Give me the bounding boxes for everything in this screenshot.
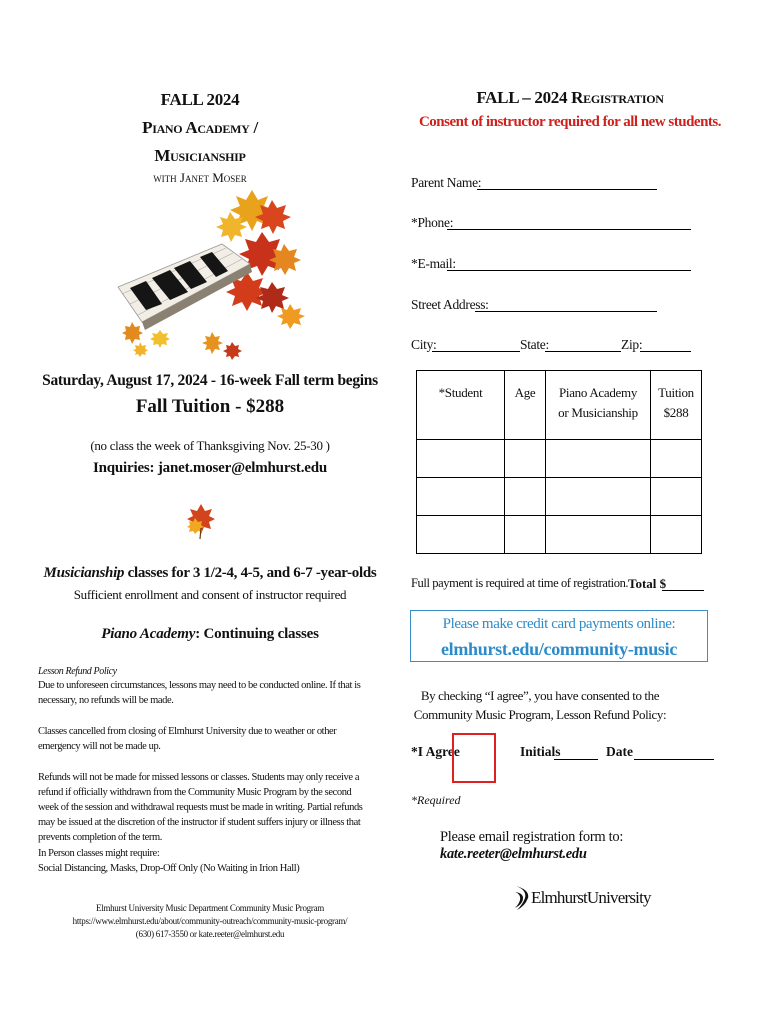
- fall-tuition-heading: Fall Tuition - $288: [135, 396, 285, 417]
- student-cell[interactable]: [417, 516, 505, 554]
- student-cell[interactable]: [417, 478, 505, 516]
- email-form-instruction: [440, 829, 770, 863]
- i-agree-checkbox[interactable]: [452, 733, 496, 783]
- phone-label: *Phone:: [411, 215, 454, 230]
- age-cell[interactable]: [505, 478, 546, 516]
- credit-card-link[interactable]: elmhurst.edu/community-music: [440, 639, 678, 659]
- city-label: City:: [411, 337, 437, 352]
- street-address-label: Street Address:: [411, 297, 489, 312]
- student-column-header: *Student: [417, 371, 505, 440]
- street-address-field[interactable]: [475, 311, 657, 312]
- footer-url[interactable]: https://www.elmhurst.edu/about/community-outreach/community-music-program/: [72, 916, 348, 926]
- enrollment-note: Sufficient enrollment and consent of instructor required: [73, 587, 347, 602]
- footer-contact: (630) 617-3550 or kate.reeter@elmhurst.edu: [135, 929, 285, 939]
- thanksgiving-note: (no class the week of Thanksgiving Nov. 25-30 ): [90, 438, 330, 453]
- student-registration-table: [416, 370, 702, 554]
- title-musicianship: Musicianship: [154, 146, 246, 165]
- refund-policy-weather: Classes cancelled from closing of Elmhurst University due to weather or other emergency will not be made up.: [38, 726, 337, 752]
- registration-email-link[interactable]: kate.reeter@elmhurst.edu: [440, 846, 587, 862]
- program-footer: [40, 902, 380, 941]
- piano-leaves-illustration: [112, 182, 317, 362]
- in-person-line1: In Person classes might require:: [38, 848, 160, 859]
- age-cell[interactable]: [505, 440, 546, 478]
- autumn-leaf-icon: [186, 502, 216, 540]
- title-piano-academy: Piano Academy /: [142, 118, 258, 137]
- student-cell[interactable]: [417, 440, 505, 478]
- piano-keys-icon: [118, 244, 252, 330]
- email-instruction-text: Please email registration form to:: [440, 829, 624, 845]
- tuition-cell[interactable]: [651, 478, 702, 516]
- title-fall-2024: FALL 2024: [160, 90, 240, 109]
- state-label: State:: [520, 337, 549, 352]
- registration-title-year: FALL – 2024: [476, 88, 572, 107]
- date-label: Date: [606, 744, 633, 759]
- i-agree-label: *I Agree: [411, 744, 460, 759]
- total-field[interactable]: [662, 590, 704, 591]
- zip-field[interactable]: [640, 351, 691, 352]
- musicianship-classes-line: [40, 565, 380, 582]
- city-field[interactable]: [432, 351, 520, 352]
- parent-name-field[interactable]: [477, 189, 657, 190]
- refund-policy-online: Due to unforeseen circumstances, lessons may need to be conducted online. If that is necessary, no refunds will be made.: [38, 680, 361, 706]
- continuing-classes: : Continuing classes: [195, 626, 319, 642]
- registration-title: [410, 88, 730, 108]
- footer-department: Elmhurst University Music Department Community Music Program: [96, 903, 324, 913]
- piano-academy-line: [40, 626, 380, 643]
- initials-field[interactable]: [554, 759, 598, 760]
- instructor-line: with Janet Moser: [153, 170, 247, 185]
- in-person-line2: Social Distancing, Masks, Drop-Off Only (No Waiting in Irion Hall): [38, 863, 300, 874]
- table-row: [417, 478, 702, 516]
- elmhurst-university-logo-text: ElmhurstUniversity: [531, 888, 651, 907]
- total-label: Total $: [628, 576, 667, 591]
- inquiries-line: Inquiries: janet.moser@elmhurst.edu: [92, 460, 328, 476]
- in-person-requirements: [38, 846, 368, 876]
- refund-policy-missed: Refunds will not be made for missed lessons or classes. Students may only receive a refund if officially withdrawn from the Community Music Program by the second week of the session and withdrawal requests must be made in writing. Partial refunds may be issued at the discretion of the instructor if student suffers injury or illness that prevents completion of the term.: [38, 772, 363, 843]
- consent-statement: By checking “I agree”, you have consented to the Community Music Program, Lesson Refund Policy:: [413, 688, 667, 722]
- tuition-column-header: Tuition $288: [651, 371, 702, 440]
- refund-policy-title: Lesson Refund Policy: [38, 666, 117, 677]
- program-cell[interactable]: [546, 478, 651, 516]
- initials-label: Initials: [520, 744, 561, 759]
- program-cell[interactable]: [546, 440, 651, 478]
- credit-card-instruction: Please make credit card payments online:: [442, 616, 676, 632]
- musicianship-ages: classes for 3 1/2-4, 4-5, and 6-7 -year-olds: [124, 565, 377, 581]
- program-column-header: Piano Academy or Musicianship: [546, 371, 651, 440]
- piano-academy-label: Piano Academy: [101, 626, 196, 642]
- parent-name-label: Parent Name:: [411, 175, 482, 190]
- age-cell[interactable]: [505, 516, 546, 554]
- full-payment-note: Full payment is required at time of registration.: [411, 576, 629, 590]
- elmhurst-logo-icon: [513, 884, 531, 912]
- email-label: *E-mail:: [411, 256, 456, 271]
- phone-field[interactable]: [447, 229, 691, 230]
- zip-label: Zip:: [621, 337, 643, 352]
- date-field[interactable]: [634, 759, 714, 760]
- table-header-row: [417, 371, 702, 440]
- term-start-date: Saturday, August 17, 2024 - 16-week Fall term begins: [42, 372, 378, 389]
- table-row: [417, 440, 702, 478]
- tuition-cell[interactable]: [651, 440, 702, 478]
- email-field[interactable]: [447, 270, 691, 271]
- musicianship-label: Musicianship: [43, 565, 125, 581]
- consent-notice: Consent of instructor required for all new students.: [418, 114, 722, 130]
- program-cell[interactable]: [546, 516, 651, 554]
- tuition-cell[interactable]: [651, 516, 702, 554]
- required-note: *Required: [411, 793, 461, 807]
- left-title: [100, 86, 300, 170]
- registration-title-word: Registration: [571, 88, 664, 107]
- table-row: [417, 516, 702, 554]
- state-field[interactable]: [545, 351, 621, 352]
- age-column-header: Age: [505, 371, 546, 440]
